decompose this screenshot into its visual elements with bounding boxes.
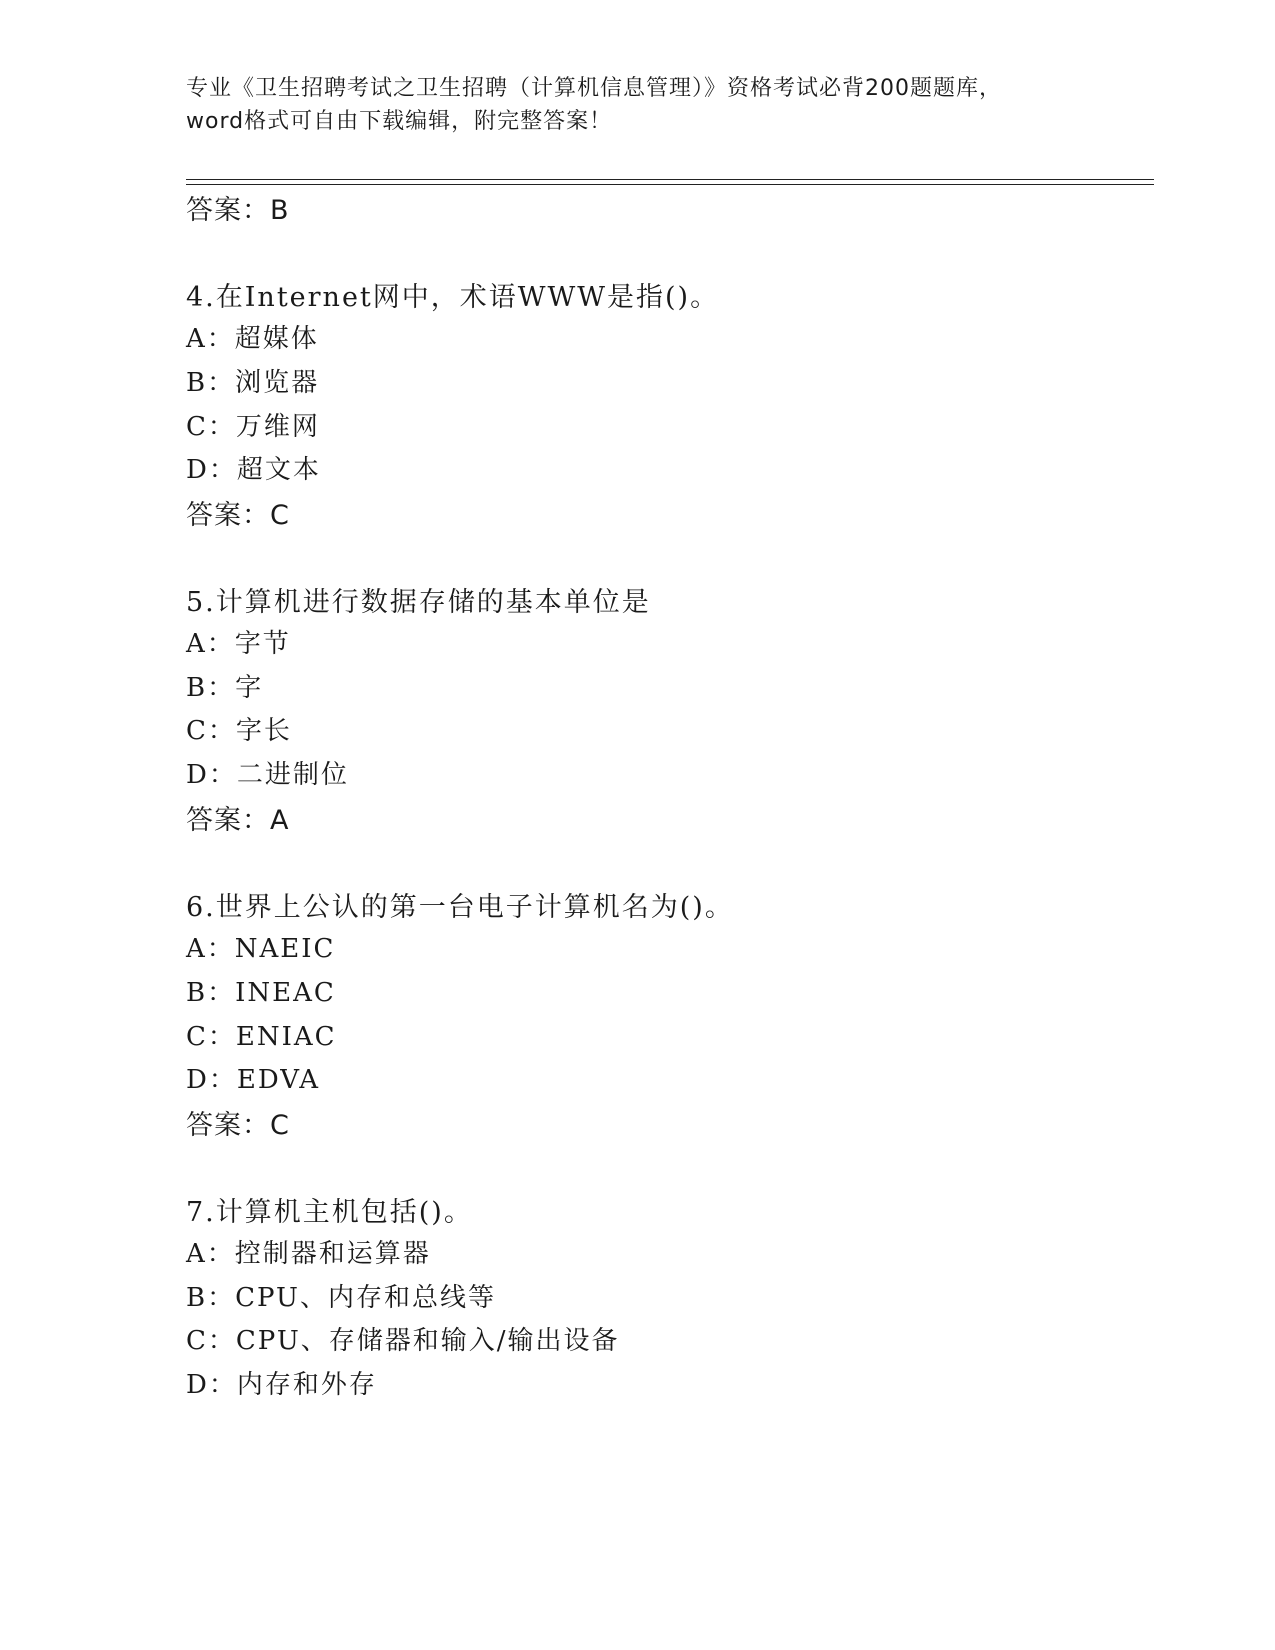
option-c: C：CPU、存储器和输入/输出设备 [186, 1326, 620, 1356]
header-divider-bottom [186, 184, 1154, 185]
answer: 答案：C [186, 500, 290, 531]
option-a: A：控制器和运算器 [186, 1239, 431, 1269]
question-text: 6.世界上公认的第一台电子计算机名为()。 [186, 892, 734, 923]
option-a: A：超媒体 [186, 324, 319, 354]
option-b: B：字 [186, 673, 264, 703]
option-d: D：二进制位 [186, 760, 349, 790]
header-line-2: word格式可自由下载编辑，附完整答案！ [186, 109, 613, 134]
option-a: A：字节 [186, 629, 291, 659]
option-b: B：浏览器 [186, 368, 320, 398]
header-divider-top [186, 179, 1154, 180]
option-b: B：CPU、内存和总线等 [186, 1283, 496, 1313]
option-d: D：超文本 [186, 455, 321, 485]
option-c: C：ENIAC [186, 1022, 337, 1052]
question-text: 5.计算机进行数据存储的基本单位是 [186, 587, 651, 618]
document-header [186, 72, 1166, 138]
option-b: B：INEAC [186, 978, 336, 1008]
answer-prev: 答案：B [186, 195, 290, 226]
option-c: C：字长 [186, 716, 292, 746]
option-c: C：万维网 [186, 412, 320, 442]
question-text: 7.计算机主机包括()。 [186, 1197, 473, 1228]
answer: 答案：A [186, 805, 290, 836]
option-a: A：NAEIC [186, 934, 336, 964]
header-line-1: 专业《卫生招聘考试之卫生招聘（计算机信息管理）》资格考试必背200题题库， [186, 76, 1002, 101]
option-d: D：内存和外存 [186, 1370, 377, 1400]
option-d: D：EDVA [186, 1065, 321, 1095]
question-text: 4.在Internet网中，术语WWW是指()。 [186, 282, 720, 313]
answer: 答案：C [186, 1110, 290, 1141]
